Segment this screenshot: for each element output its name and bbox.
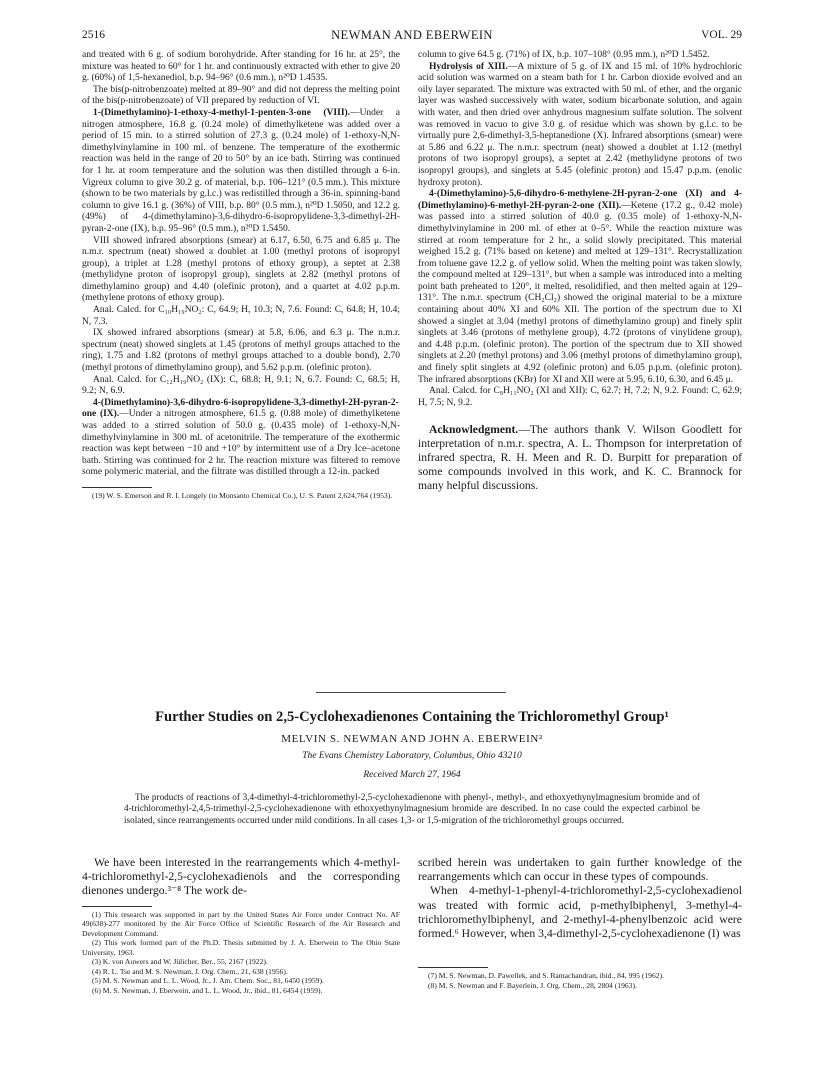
article-affiliation: The Evans Chemistry Laboratory, Columbus, Ohio 43210 [302,751,522,761]
paragraph [418,189,742,386]
acknowledgment-heading: Acknowledgment. [429,423,519,437]
footnote-divider [418,967,488,968]
article-authors: MELVIN S. NEWMAN AND JOHN A. EBERWEIN² [281,733,543,745]
footnote: (8) M. S. Newman and F. Bayerlein, J. Org. Chem., 28, 2804 (1963). [428,980,637,990]
section-heading: 4-(Dimethylamino)-3,6-dihydro-6-isopropylidene-3,3-dimethyl-2H-pyran-2-one (IX). [82,397,399,420]
paragraph: and treated with 6 g. of sodium borohydride. After standing for 16 hr. at 25°, the mixture was heated to 60° for 1 hr. and continuously extracted with ether to give 20 g. (60%) of 1,5-hexanediol, b.p. 94–96° (0.6 mm.), n²⁰D 1.4535. [82,50,400,84]
paragraph-text: —Under a nitrogen atmosphere, 16.8 g. (0.24 mole) of dimethylketene was added over a period of 15 min. to a stirred solution of 27.3 g. (0.24 mole) of 1-ethoxy-N,N-dimethylvinylamine in 100 ml. of benzene. The temperature of the exothermic reaction was held in the range of 20 to 50° by an ice bath. Stirring was continued for 1 hr. at room temperature and the solution was then distilled through a 6-in. Vigreux column to give 30.2 g. of material, b.p. 106–121° (0.5 mm.). This mixture (shown to be two materials by g.l.c.) was redistilled through a 36-in. spinning-band column to give 16.1 g. (36%) of VIII, b.p. 80° (0.5 mm.), n²⁰D 1.5050, and 12.2 g. (49%) of 4-(dimethylamino)-3,6-dihydro-6-isopropylidene-3,3-dimethyl-2H-pyran-2-one (IX), b.p. 95–96° (0.5 mm.), n²⁰D 1.5450. [82,107,400,234]
footnote: (1) This research was supported in part by the United States Air Force under Contract No. AF 49(638)-277 monitored by the Air Force Office of Scientific Research of the Air Research and Development Command. [82,909,400,938]
paragraph [418,62,742,190]
left-column [82,50,400,501]
right-column [418,50,742,493]
section-heading: Hydrolysis of XIII. [429,61,508,72]
article-separator [316,692,506,693]
footnote: (2) This work formed part of the Ph.D. Thesis submitted by J. A. Eberwein to The Ohio State University, 1963. [82,938,400,957]
article-title: Further Studies on 2,5-Cyclohexadienones Containing the Trichloromethyl Group¹ [155,709,669,725]
footnote: (19) W. S. Emerson and R. I. Longely (to Monsanto Chemical Co.), U. S. Patent 2,624,764 (1953). [92,490,393,500]
footnote: (7) M. S. Newman, D. Pawellek, and S. Ramachandran, ibid., 84, 995 (1962). [428,971,664,981]
intro-left-column [82,856,400,995]
footnote: (5) M. S. Newman and L. L. Wood, Jr., J. Am. Chem. Soc., 81, 6450 (1959). [92,976,324,986]
intro-right-column [418,856,742,990]
paragraph-text: —Ketene (17.2 g., 0.42 mole) was passed into a stirred solution of 40.0 g. (0.35 mole) of 1-ethoxy-N,N-dimethylvinylamine in 200 ml. of ether at 0–5°. While the reaction mixture was stirred at room temperature for 2 hr., a solid slowly precipitated. This material weighed 15.2 g. (71% based on ketene) and melted at 129–131°. Recrystallization from toluene gave 12.2 g. of yellow solid. When the melting point was taken slowly, the compound melted at 129–131°, but when a sample was introduced into a melting point bath preheated to 120°, it melted, resolidified, and then melted again at 129–131°. The n.m.r. spectrum (CH₂Cl₂) showed the original material to be a mixture containing about 40% XI and 60% XII. The portion of the spectrum due to XI showed a singlet at 3.04 (methyl protons of dimethylamino group) and finely split singlets at 3.46 (protons of methylene group), 4.72 (protons of vinylidene group), and 4.48 p.p.m. (olefinic proton). The portion of the spectrum due to XII showed singlets at 2.20 (methyl protons) and 3.06 (methyl protons of dimethylamino group), and finely split singlets at 4.92 (olefinic proton) and 6.05 p.p.m. (olefinic proton). The infrared absorptions (KBr) for XI and XII were at 5.95, 6.10, 6.30, and 6.45 μ. [418,200,742,385]
paragraph-text: —Under a nitrogen atmosphere, 61.5 g. (0.88 mole) of dimethylketene was added to a stirred solution of 50.0 g. (0.435 mole) of 1-ethoxy-N,N-dimethylvinylamine in 300 ml. of acetonitrile. The temperature of the exothermic reaction was kept between −10 and +10° by intermittent use of a Dry Ice–acetone bath. Stirring was continued for 2 hr. The reaction mixture was filtered to remove some polymeric material, and the filtrate was distilled through a 12-in. packed [82,409,400,478]
paragraph: IX showed infrared absorptions (smear) at 5.8, 6.06, and 6.3 μ. The n.m.r. spectrum (neat) showed singlets at 1.45 (protons of methyl groups attached to the ring), 1.75 and 1.82 (protons of methyl groups attached to a double bond), 2.70 (methyl protons of dimethylamino group), and 5.62 p.p.m. (olefinic proton). [82,328,400,374]
footnote: (4) R. L. Tse and M. S. Newman, J. Org. Chem., 21, 638 (1956). [92,966,288,976]
page-number: 2516 [82,29,105,41]
section-heading: 4-(Dimethylamino)-5,6-dihydro-6-methylene-2H-pyran-2-one (XI) and 4-(Dimethylamino)-6-methyl-2H-pyran-2-one (XII). [418,189,742,211]
section-heading: 1-(Dimethylamino)-1-ethoxy-4-methyl-1-penten-3-one (VIII). [93,107,351,118]
paragraph: When 4-methyl-1-phenyl-4-trichloromethyl-2,5-cyclohexadienol was treated with formic acid, p-methylbiphenyl, 3-methyl-4-trichloromethylbiphenyl, and 2-methyl-4-phenylbenzoic acid were formed.⁶ However, when 3,4-dimethyl-2,5-cyclohexadienone (I) was [418,884,742,941]
footnote-divider [82,906,152,907]
paragraph: Anal. Calcd. for C₁₀H₁₉NO₂: C, 64.9; H, 10.3; N, 7.6. Found: C, 64.8; H, 10.4; N, 7.3. [82,305,400,327]
paragraph: column to give 64.5 g. (71%) of IX, b.p. 107–108° (0.95 mm.), n²⁰D 1.5452. [418,50,710,60]
article-abstract: The products of reactions of 3,4-dimethyl-4-trichloromethyl-2,5-cyclohexadienone with phenyl-, methyl-, and ethoxyethynylmagnesium bromide and of 4-trichloromethyl-2,4,5-trimethyl-2,5-cyclohexadienone with ethoxyethynylmagnesium bromide are described. In no case could the expected carbinol be isolated, since rearrangements occurred under mild conditions. In all cases 1,3- or 1,5-migration of the trichloromethyl groups occurred. [124,792,700,825]
paragraph: Anal. Calcd. for C₁₂H₁₉NO₂ (IX): C, 68.8; H, 9.1; N, 6.7. Found: C, 68.5; H, 9.2; N, 6.9. [82,374,400,397]
received-date: Received March 27, 1964 [363,770,461,780]
paragraph-text: —A mixture of 5 g. of IX and 15 ml. of 10% hydrochloric acid solution was warmed on a steam bath for 1 hr. Carbon dioxide evolved and an oily layer separated. The mixture was extracted with 50 ml. of ether, and the organic layer was washed successively with water, sodium bicarbonate solution, and again with water, and then dried over anhydrous magnesium sulfate solution. The solvent was removed in vacuo to give 3.0 g. of residue which was shown by g.l.c. to be virtually pure 2,6-dimethyl-3,5-heptanedione (X). Infrared absorptions (smear) were at 5.86 and 6.22 μ. The n.m.r. spectrum (neat) showed a doublet at 1.12 (methyl protons of two isopropyl groups), a septet at 2.42 (methylidyne protons of two isopropyl groups), and singlets at 5.45 (olefinic proton) and 15.47 p.p.m. (enolic hydroxy proton). [418,61,742,188]
footnote: (6) M. S. Newman, J. Eberwein, and L. L. Wood, Jr., ibid., 81, 6454 (1959). [92,985,323,995]
acknowledgment-text: —The authors thank V. Wilson Goodlett for interpretation of n.m.r. spectra, A. L. Thompson for interpretation of infrared spectra, R. H. Meen and R. D. Burpitt for preparation of some compounds involved in this work, and K. C. Brannock for many helpful discussions. [418,423,742,493]
paragraph [82,398,400,479]
paragraph [82,108,400,236]
footnote: (3) K. von Auwers and W. Jülicher, Ber., 55, 2167 (1922). [92,957,268,967]
paragraph: The bis(p-nitrobenzoate) melted at 89–90° and did not depress the melting point of the bis(p-nitrobenzoate) of VII prepared by reduction of VI. [82,84,400,107]
paragraph: VIII showed infrared absorptions (smear) at 6.17, 6.50, 6.75 and 6.85 μ. The n.m.r. spectrum (neat) showed a doublet at 1.00 (methyl protons of isopropyl group), a triplet at 1.28 (methyl protons of ethoxy group), a septet at 2.38 (methylidyne proton of isopropyl group), singlets at 2.82 (methyl protons of dimethylamino group) and 4.40 (olefinic proton), and a quartet at 4.02 p.p.m. (methylene protons of ethoxy group). [82,235,400,304]
running-title: NEWMAN AND EBERWEIN [331,28,493,42]
paragraph: Anal. Calcd. for C₈H₁₁NO₂ (XI and XII): C, 62.7; H, 7.2; N, 9.2. Found: C, 62.9; H, 7.5; N, 9.2. [418,386,742,408]
running-header [82,27,742,43]
paragraph: scribed herein was undertaken to gain further knowledge of the rearrangements which can occur in these types of compounds. [418,856,742,884]
volume-number: VOL. 29 [701,29,742,41]
paragraph: We have been interested in the rearrangements which 4-methyl-4-trichloromethyl-2,5-cyclohexadienols and the corresponding dienones undergo.³⁻⁸ The work de- [82,856,400,898]
acknowledgment [418,423,742,493]
footnote-divider [82,487,152,488]
